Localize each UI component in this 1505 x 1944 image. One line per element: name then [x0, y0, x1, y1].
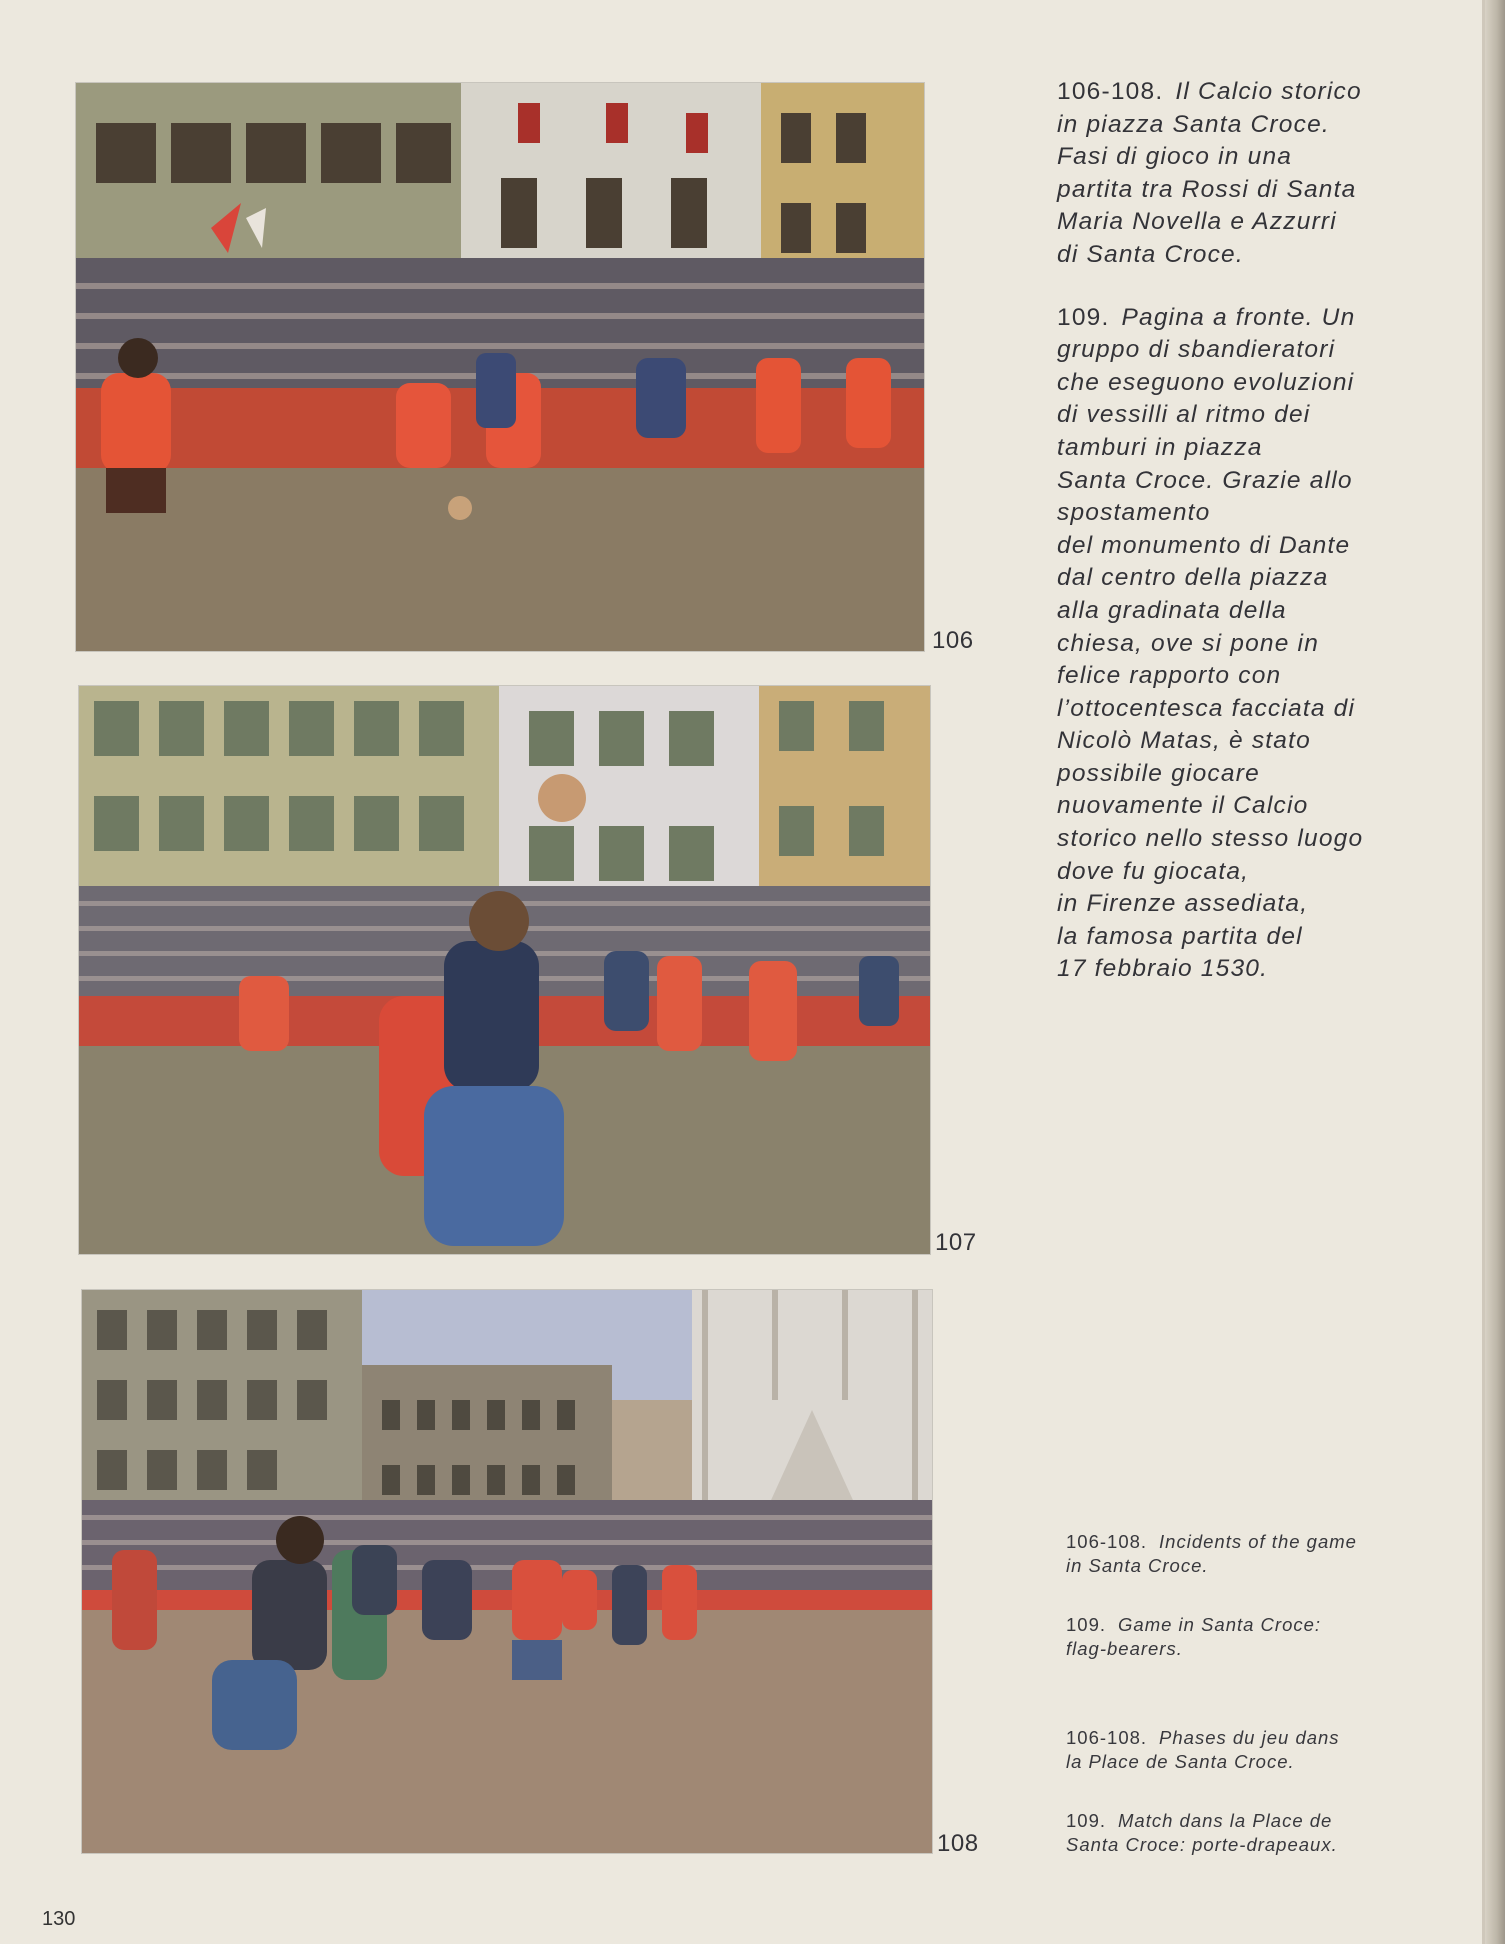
photo-107-illustration: [79, 686, 930, 1254]
figure-number-107: 107: [935, 1229, 977, 1256]
caption-lead: 109.: [1066, 1614, 1107, 1635]
caption-line: Fasi di gioco in una: [1057, 143, 1293, 171]
page-edge: [1485, 0, 1505, 1944]
caption-line: chiesa, ove si pone in: [1057, 629, 1320, 657]
photo-108: [82, 1290, 932, 1853]
caption-line: storico nello stesso luogo: [1057, 825, 1364, 853]
caption-line: alla gradinata della: [1057, 596, 1287, 624]
caption-line: Nicolò Matas, è stato: [1057, 727, 1311, 755]
caption-line: la famosa partita del: [1057, 922, 1303, 950]
figure-number-106: 106: [932, 627, 974, 654]
caption-line: [1066, 1530, 1446, 1554]
caption-line: del monumento di Dante: [1057, 531, 1351, 559]
french-caption-106-108: [1066, 1726, 1446, 1774]
photo-108-illustration: [82, 1290, 932, 1853]
caption-lead: 109.: [1057, 303, 1110, 331]
caption-text: Pagina a fronte. Un: [1121, 303, 1356, 331]
caption-106-108-italian: [1057, 76, 1437, 272]
caption-line: partita tra Rossi di Santa: [1057, 175, 1357, 203]
caption-text: Phases du jeu dans: [1159, 1727, 1340, 1748]
caption-109-italian: [1057, 302, 1437, 986]
figure-number-108: 108: [937, 1830, 979, 1857]
caption-line: in Santa Croce.: [1066, 1555, 1209, 1576]
caption-line: di Santa Croce.: [1057, 240, 1244, 268]
caption-lead: 109.: [1066, 1810, 1107, 1831]
caption-text: Il Calcio storico: [1175, 78, 1362, 105]
caption-text: Match dans la Place de: [1118, 1810, 1333, 1831]
caption-line: dal centro della piazza: [1057, 564, 1329, 592]
caption-line: di vessilli al ritmo dei: [1057, 401, 1311, 429]
page-edge-line: [1482, 0, 1485, 1944]
english-caption-106-108: [1066, 1530, 1446, 1578]
caption-line: spostamento: [1057, 499, 1211, 527]
caption-line: gruppo di sbandieratori: [1057, 336, 1336, 364]
english-caption-109: [1066, 1613, 1446, 1661]
caption-line: nuovamente il Calcio: [1057, 792, 1309, 820]
caption-line: in Firenze assediata,: [1057, 890, 1309, 918]
caption-text: Game in Santa Croce:: [1118, 1614, 1322, 1635]
caption-line: che eseguono evoluzioni: [1057, 368, 1355, 396]
italian-captions: [1057, 76, 1437, 1016]
caption-line: [1066, 1726, 1446, 1750]
caption-line: in piazza Santa Croce.: [1057, 110, 1330, 138]
caption-line: Maria Novella e Azzurri: [1057, 208, 1337, 236]
caption-lead: 106-108.: [1057, 78, 1164, 105]
caption-text: Incidents of the game: [1159, 1531, 1357, 1552]
caption-line: possibile giocare: [1057, 759, 1260, 787]
caption-line: Santa Croce: porte-drapeaux.: [1066, 1834, 1338, 1855]
caption-line: felice rapporto con: [1057, 662, 1282, 690]
caption-line: l’ottocentesca facciata di: [1057, 694, 1356, 722]
caption-line: [1057, 302, 1437, 335]
caption-line: dove fu giocata,: [1057, 857, 1250, 885]
caption-line: [1066, 1809, 1446, 1833]
caption-line: Santa Croce. Grazie allo: [1057, 466, 1353, 494]
caption-line: 17 febbraio 1530.: [1057, 955, 1269, 983]
photo-107: [79, 686, 930, 1254]
caption-line: la Place de Santa Croce.: [1066, 1751, 1295, 1772]
caption-lead: 106-108.: [1066, 1727, 1148, 1748]
caption-lead: 106-108.: [1066, 1531, 1148, 1552]
photo-106: [76, 83, 924, 651]
french-caption-109: [1066, 1809, 1446, 1857]
caption-line: flag-bearers.: [1066, 1638, 1183, 1659]
caption-line: [1066, 1613, 1446, 1637]
photo-106-illustration: [76, 83, 924, 651]
caption-line: [1057, 76, 1437, 109]
page-number: 130: [42, 1908, 76, 1930]
caption-line: tamburi in piazza: [1057, 433, 1263, 461]
